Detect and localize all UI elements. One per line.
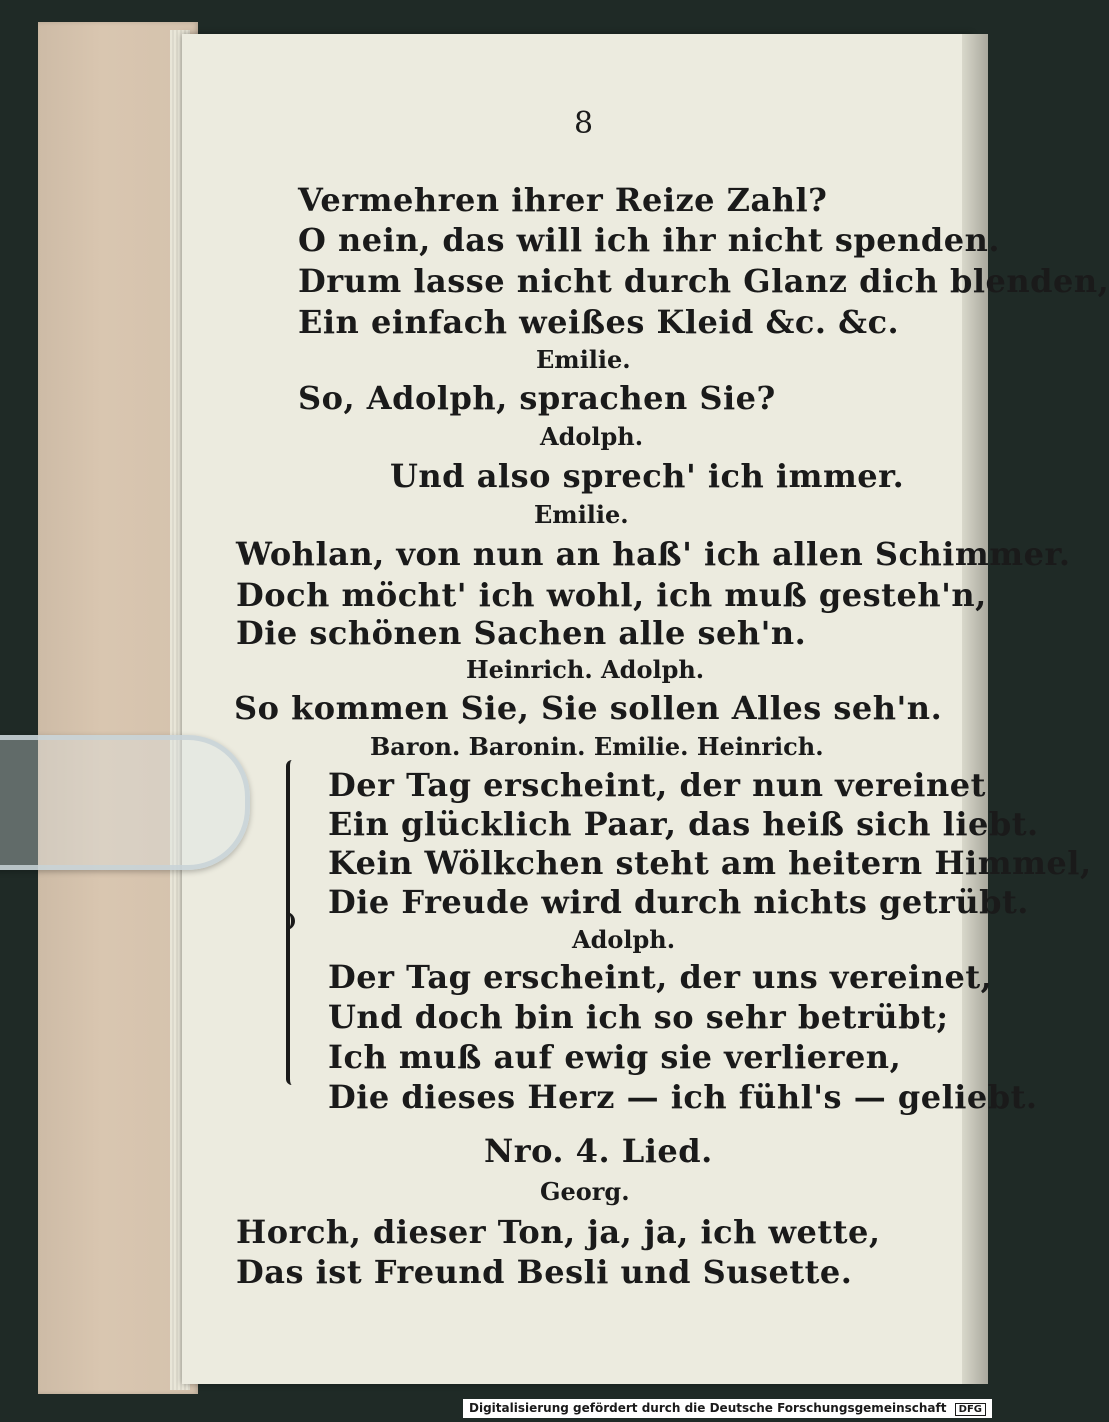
text-line: Die dieses Herz — ich fühl's — geliebt. [328, 1078, 1038, 1116]
text-line: Doch möcht' ich wohl, ich muß gesteh'n, [236, 576, 987, 614]
text-line: Der Tag erscheint, der uns vereinet, [328, 958, 993, 996]
page-clip [0, 735, 250, 870]
page-number: 8 [574, 106, 594, 141]
text-line: Horch, dieser Ton, ja, ja, ich wette, [236, 1213, 881, 1251]
speaker-name: Georg. [540, 1177, 630, 1206]
text-line: Der Tag erscheint, der nun vereinet [328, 766, 986, 804]
dfg-logo: DFG [955, 1403, 986, 1416]
text-line: Ich muß auf ewig sie verlieren, [328, 1038, 902, 1076]
speaker-name: Adolph. [572, 925, 676, 954]
text-line: Kein Wölkchen steht am heitern Himmel, [328, 844, 1092, 882]
speaker-names: Heinrich. Adolph. [466, 655, 705, 684]
text-line: Das ist Freund Besli und Susette. [236, 1253, 853, 1291]
text-line: Vermehren ihrer Reize Zahl? [298, 181, 828, 219]
footer-text: Digitalisierung gefördert durch die Deutsche Forschungsgemeinschaft [469, 1401, 947, 1415]
text-line: Drum lasse nicht durch Glanz dich blenden, [298, 262, 1109, 300]
text-line: Und doch bin ich so sehr betrübt; [328, 998, 949, 1036]
digitization-footer [463, 1399, 992, 1418]
text-line: Wohlan, von nun an haß' ich allen Schimmer. [236, 535, 1071, 573]
speaker-name: Emilie. [536, 345, 631, 374]
speaker-name: Emilie. [534, 500, 629, 529]
text-line: So kommen Sie, Sie sollen Alles seh'n. [234, 689, 943, 727]
text-line: Die Freude wird durch nichts getrübt. [328, 883, 1029, 921]
text-line: Ein einfach weißes Kleid &c. &c. [298, 303, 900, 341]
text-line: So, Adolph, sprachen Sie? [298, 379, 776, 417]
text-line: O nein, das will ich ihr nicht spenden. [298, 221, 1000, 259]
speaker-name: Adolph. [540, 422, 644, 451]
text-line: Ein glücklich Paar, das heiß sich liebt. [328, 805, 1039, 843]
text-line: Und also sprech' ich immer. [390, 457, 905, 495]
speaker-names: Baron. Baronin. Emilie. Heinrich. [370, 732, 824, 761]
section-heading: Nro. 4. Lied. [484, 1132, 713, 1170]
text-line: Die schönen Sachen alle seh'n. [236, 614, 807, 652]
